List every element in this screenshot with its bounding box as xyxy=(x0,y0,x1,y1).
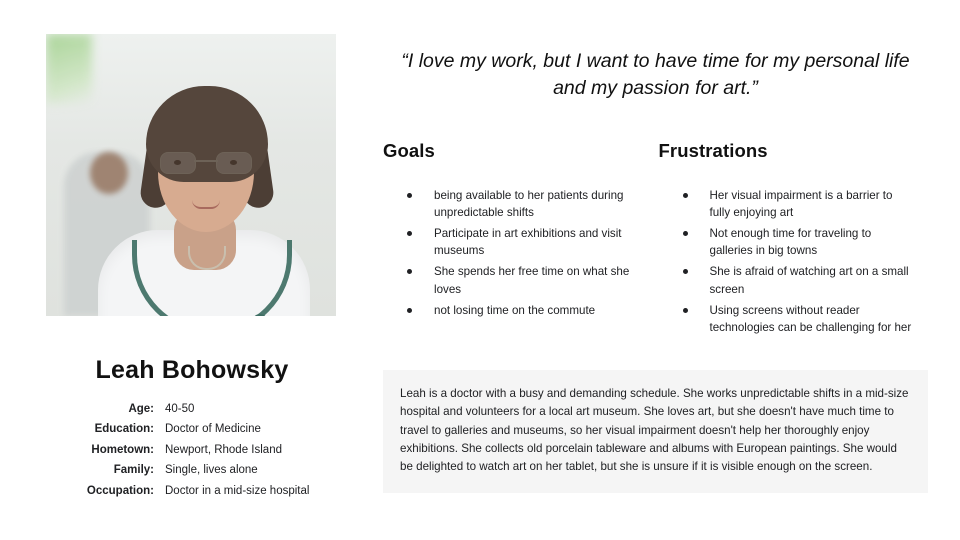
photo-green-highlight xyxy=(46,34,92,104)
persona-right-column xyxy=(383,48,928,340)
fact-value-education: Doctor of Medicine xyxy=(165,423,261,436)
fact-label-family: Family: xyxy=(113,464,154,477)
list-item: She is afraid of watching art on a small screen xyxy=(683,263,917,297)
list-item: Not enough time for traveling to galleries in big towns xyxy=(683,225,917,259)
fact-label-hometown: Hometown: xyxy=(91,443,154,456)
frustrations-section xyxy=(656,140,929,340)
background-person-head xyxy=(90,152,128,194)
list-item: Using screens without reader technologies can be challenging for her xyxy=(683,302,917,336)
fact-value-hometown: Newport, Rhode Island xyxy=(165,443,282,456)
list-item: Participate in art exhibitions and visit museums xyxy=(407,225,644,259)
right-eye xyxy=(230,160,237,165)
persona-quote: “I love my work, but I want to have time for my personal life and my passion for art.” xyxy=(401,50,910,99)
fact-value-occupation: Doctor in a mid-size hospital xyxy=(165,484,310,497)
persona-name: Leah Bohowsky xyxy=(95,356,289,384)
persona-bio-panel: Leah is a doctor with a busy and demanding schedule. She works unpredictable shifts in a mid-size hospital and volunteers for a local art museum. She loves art, but she doesn't have much time to travel to galleries and museums, so her visual impairment doesn't help her thoroughly enjoy exhibitions. She collects old porcelain tableware and albums with European paintings. She would be delighted to watch art on her tablet, but she is unsure if it is visible enough on the screen. xyxy=(383,370,928,493)
fact-label-education: Education: xyxy=(94,423,154,436)
fact-label-occupation: Occupation: xyxy=(86,484,154,497)
table-row xyxy=(58,460,326,480)
goals-heading: Goals xyxy=(383,139,435,161)
list-item: Her visual impairment is a barrier to fully enjoying art xyxy=(683,187,917,221)
list-item: She spends her free time on what she loves xyxy=(407,263,644,297)
glasses-bridge xyxy=(194,160,218,162)
list-item: being available to her patients during unpredictable shifts xyxy=(407,187,644,221)
persona-left-column xyxy=(46,34,338,501)
goals-list xyxy=(383,187,656,319)
table-row xyxy=(58,399,326,419)
fact-value-age: 40-50 xyxy=(165,403,195,415)
frustrations-heading: Frustrations xyxy=(658,139,768,161)
table-row xyxy=(58,419,326,439)
frustrations-list xyxy=(659,187,929,336)
stethoscope-icon xyxy=(132,240,292,316)
table-row xyxy=(58,440,326,460)
goals-section xyxy=(383,140,656,340)
list-item: not losing time on the commute xyxy=(407,302,644,319)
persona-photo xyxy=(46,34,336,316)
left-eye xyxy=(174,160,181,165)
fact-label-age: Age: xyxy=(128,403,154,415)
persona-facts-table xyxy=(58,399,326,501)
table-row xyxy=(58,481,326,501)
goals-frustrations-columns xyxy=(383,140,928,340)
fact-value-family: Single, lives alone xyxy=(165,464,258,477)
